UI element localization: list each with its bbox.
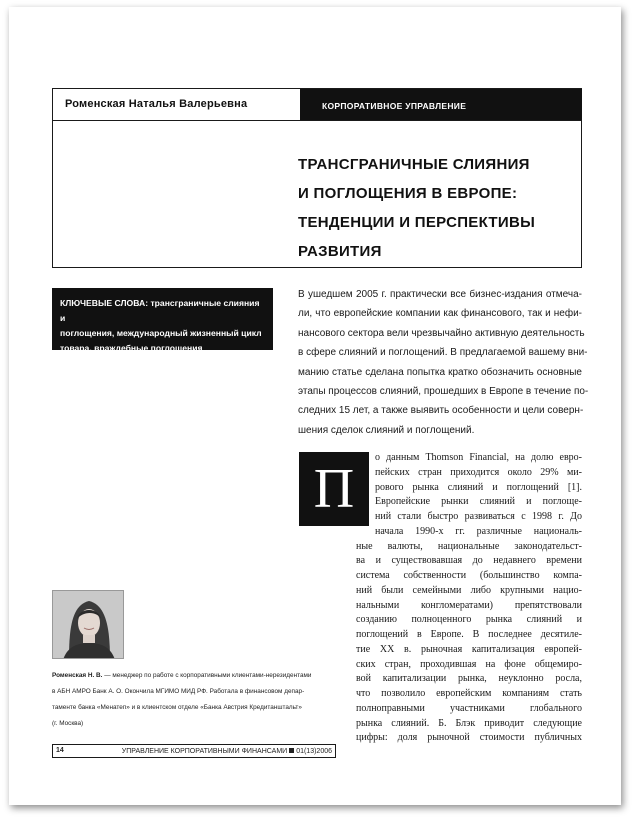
keywords-line: поглощения, международный жизненный цикл — [60, 328, 262, 338]
body-line: ний стали быстро развиваться с 1998 г. До — [375, 511, 582, 522]
journal-name: УПРАВЛЕНИЕ КОРПОРАТИВНЫМИ ФИНАНСАМИ — [121, 748, 288, 755]
body-line: ний были семейными либо крупными нацио- — [356, 584, 582, 596]
body-line: нальными конгломератами) препятствовали — [356, 599, 582, 611]
body-line: пейских стран приходится около 29% ми- — [375, 466, 582, 478]
body-line: поглощений в Европе. В последнее десятиле- — [356, 629, 582, 640]
keywords-line: товара, враждебные поглощения — [60, 343, 203, 353]
lead-line: в сфере слияний и поглощений. В предлагаемой вашему вни- — [298, 347, 588, 359]
lead-line: следних 15 лет, а также выявить особенности и цели соверн- — [298, 405, 584, 417]
body-line: рового рынка слияний и поглощений [1]. — [375, 481, 582, 493]
body-line: вой капитализации рынка, неуклонно росла, — [356, 673, 582, 685]
page-number: 14 — [56, 747, 64, 754]
lead-line: этапы процессов слияний, прошедших в Европе в течение по- — [298, 386, 589, 398]
title-line: ТРАНСГРАНИЧНЫЕ СЛИЯНИЯ — [298, 156, 530, 173]
article-title — [298, 150, 568, 266]
frame-bottom-border — [52, 267, 582, 268]
body-line: начала 1990-х гг. различные националь- — [375, 525, 582, 537]
body-line: ные валюты, национальные законодательст- — [356, 540, 582, 552]
lead-line: манию статье сделана попытка кратко обозначить основные — [298, 366, 582, 378]
body-line: рынка слияний. Б. Блэк приводит следующие — [356, 717, 582, 729]
lead-line: В ушедшем 2005 г. практически все бизнес-издания отмеча- — [298, 289, 582, 300]
rubric-label: КОРПОРАТИВНОЕ УПРАВЛЕНИЕ — [300, 89, 582, 120]
body-line: цифры: доля рыночной стоимости публичных — [356, 732, 582, 744]
frame-right-border — [581, 120, 582, 268]
title-line: И ПОГЛОЩЕНИЯ В ЕВРОПЕ: — [298, 185, 518, 202]
bio-line: таменте банка «Менатеп» и в клиентском отделе «Банка Австрия Кредитанштальт» — [52, 704, 302, 711]
body-line: созданию полноценного рынка слияний и — [356, 614, 582, 626]
title-line: РАЗВИТИЯ — [298, 243, 382, 260]
bio-text: — менеджер по работе с корпоративными клиентами-нерезидентами — [102, 672, 312, 679]
issue-number: 01(13)2006 — [296, 748, 332, 755]
lead-line: шения сделок слияний и поглощений. — [298, 424, 475, 436]
body-line: что позволило европейским компаниям стать — [356, 688, 582, 699]
square-bullet-icon — [289, 748, 294, 753]
keywords-line: КЛЮЧЕВЫЕ СЛОВА: трансграничные слияния и — [60, 298, 260, 323]
bio-line — [52, 668, 342, 684]
page-footer — [52, 744, 336, 758]
body-line: тие XX в. рыночная капитализация европей- — [356, 643, 582, 655]
frame-left-border — [52, 120, 53, 268]
article-header — [52, 88, 582, 121]
lead-line: нансового сектора вели чрезвычайно активную деятельность — [298, 327, 585, 339]
lead-line: ли, что европейские компании как финансового, так и нефи- — [298, 308, 582, 320]
author-photo — [52, 590, 124, 659]
journal-info — [122, 748, 332, 755]
drop-cap: П — [299, 452, 369, 526]
author-portrait-icon — [53, 591, 124, 659]
lead-paragraph — [298, 285, 589, 440]
body-line: ва и существовавшая до недавнего времени — [356, 555, 582, 567]
author-name: Роменская Наталья Валерьевна — [65, 98, 248, 110]
body-line: о данным Thomson Financial, на долю евро- — [375, 452, 582, 463]
title-line: ТЕНДЕНЦИИ И ПЕРСПЕКТИВЫ — [298, 214, 536, 231]
body-line: ских стран, проходившая на фоне общемиро- — [356, 658, 582, 670]
body-line: Европейские рынки слияний и поглоще- — [375, 496, 582, 508]
bio-name: Роменская Н. В. — [52, 672, 103, 679]
body-line: система собственности (большинство компа- — [356, 570, 582, 581]
author-bio — [52, 668, 342, 732]
body-line: полноправными участниками глобального — [356, 702, 582, 714]
bio-line: (г. Москва) — [52, 720, 84, 727]
keywords-box — [52, 288, 273, 353]
bio-line: в АБН АМРО Банк А. О. Окончила МГИМО МИД РФ. Работала в финансовом депар- — [52, 688, 305, 695]
